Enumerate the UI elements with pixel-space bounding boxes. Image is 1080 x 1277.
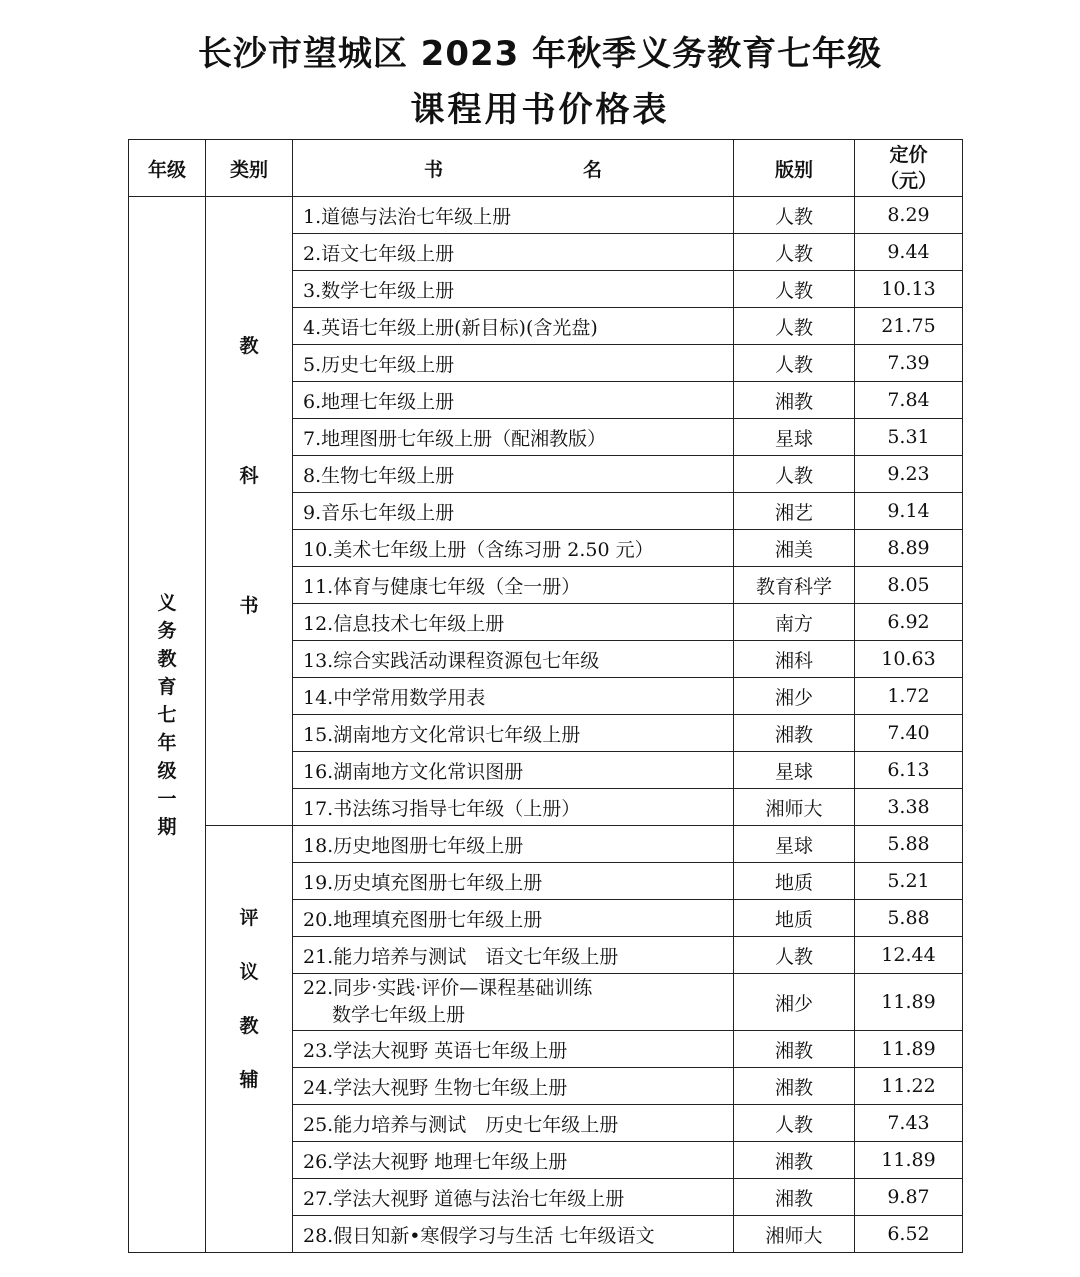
price-cell: 9.44 [855,234,963,271]
grade-char: 义 [157,591,177,614]
edition-cell: 湘艺 [734,493,855,530]
price-cell: 5.21 [855,863,963,900]
price-cell: 5.31 [855,419,963,456]
book-name-line-2: 数学七年级上册 [332,1004,466,1026]
book-name-cell: 23.学法大视野 英语七年级上册 [293,1031,734,1068]
price-cell: 9.87 [855,1179,963,1216]
category-textbooks-cell [206,197,293,826]
price-cell: 8.05 [855,567,963,604]
book-name-cell: 25.能力培养与测试 历史七年级上册 [293,1105,734,1142]
book-name: 22.同步·实践·评价—课程基础训练 [303,977,593,999]
edition-cell: 人教 [734,937,855,974]
edition-cell: 星球 [734,752,855,789]
edition-cell: 湘教 [734,1031,855,1068]
book-name-cell: 7.地理图册七年级上册（配湘教版） [293,419,734,456]
book-name-cell: 9.音乐七年级上册 [293,493,734,530]
grade-char: 年 [157,731,177,754]
table-header-row [129,140,963,197]
price-cell: 10.13 [855,271,963,308]
book-name-cell: 1.道德与法治七年级上册 [293,197,734,234]
price-cell: 6.52 [855,1216,963,1253]
book-name-cell: 6.地理七年级上册 [293,382,734,419]
book-name-cell: 24.学法大视野 生物七年级上册 [293,1068,734,1105]
book-name-cell: 18.历史地图册七年级上册 [293,826,734,863]
edition-cell: 星球 [734,826,855,863]
book-name-cell: 4.英语七年级上册(新目标)(含光盘) [293,308,734,345]
category-aids-cell [206,826,293,1253]
header-price-a: 定价 [889,144,928,166]
edition-cell: 湘科 [734,641,855,678]
price-cell: 11.89 [855,1142,963,1179]
category-char: 科 [239,465,259,487]
edition-cell: 湘美 [734,530,855,567]
price-cell: 8.89 [855,530,963,567]
book-name-cell: 12.信息技术七年级上册 [293,604,734,641]
book-name-cell: 3.数学七年级上册 [293,271,734,308]
edition-cell: 地质 [734,900,855,937]
edition-cell: 湘师大 [734,1216,855,1253]
header-category: 类别 [206,140,293,197]
price-cell: 10.63 [855,641,963,678]
price-cell: 5.88 [855,900,963,937]
header-edition: 版别 [734,140,855,197]
edition-cell: 湘教 [734,1179,855,1216]
book-name-cell: 2.语文七年级上册 [293,234,734,271]
book-name-cell: 19.历史填充图册七年级上册 [293,863,734,900]
price-cell: 12.44 [855,937,963,974]
category-char: 评 [239,907,259,929]
grade-char: 育 [157,675,177,698]
book-name-cell: 20.地理填充图册七年级上册 [293,900,734,937]
header-book-name [293,140,734,197]
category-char: 辅 [239,1069,259,1091]
grade-char: 教 [157,647,177,670]
edition-cell: 教育科学 [734,567,855,604]
price-cell: 11.22 [855,1068,963,1105]
book-name-cell: 5.历史七年级上册 [293,345,734,382]
category-char: 书 [239,595,259,617]
edition-cell: 湘教 [734,1068,855,1105]
book-name-cell: 28.假日知新•寒假学习与生活 七年级语文 [293,1216,734,1253]
grade-char: 七 [157,703,177,726]
price-cell: 7.39 [855,345,963,382]
header-price [855,140,963,197]
price-cell: 6.13 [855,752,963,789]
book-name-cell: 13.综合实践活动课程资源包七年级 [293,641,734,678]
edition-cell: 湘教 [734,715,855,752]
edition-cell: 南方 [734,604,855,641]
header-price-b: （元） [879,170,937,192]
grade-cell [129,197,206,1253]
price-cell: 7.84 [855,382,963,419]
table-row [129,826,963,863]
book-name-cell: 21.能力培养与测试 语文七年级上册 [293,937,734,974]
price-cell: 9.14 [855,493,963,530]
price-cell: 1.72 [855,678,963,715]
edition-cell: 人教 [734,271,855,308]
price-cell: 7.40 [855,715,963,752]
price-cell: 8.29 [855,197,963,234]
book-name-cell: 8.生物七年级上册 [293,456,734,493]
document-title-line-1: 长沙市望城区 2023 年秋季义务教育七年级 [197,34,883,74]
edition-cell: 湘教 [734,1142,855,1179]
category-char: 教 [239,335,259,357]
edition-cell: 人教 [734,456,855,493]
grade-char: 务 [157,619,177,642]
category-char: 议 [239,961,259,983]
price-table [128,139,963,1253]
price-cell: 7.43 [855,1105,963,1142]
book-name-cell: 11.体育与健康七年级（全一册） [293,567,734,604]
price-cell: 9.23 [855,456,963,493]
price-cell: 6.92 [855,604,963,641]
edition-cell: 人教 [734,1105,855,1142]
category-char: 教 [239,1015,259,1037]
edition-cell: 星球 [734,419,855,456]
edition-cell: 人教 [734,308,855,345]
price-cell: 11.89 [855,1031,963,1068]
book-name-cell: 14.中学常用数学用表 [293,678,734,715]
edition-cell: 人教 [734,345,855,382]
edition-cell: 湘少 [734,678,855,715]
book-name-cell: 26.学法大视野 地理七年级上册 [293,1142,734,1179]
edition-cell: 地质 [734,863,855,900]
edition-cell: 湘少 [734,974,855,1031]
book-name-cell: 10.美术七年级上册（含练习册 2.50 元） [293,530,734,567]
price-cell: 21.75 [855,308,963,345]
table-row [129,197,963,234]
book-name-cell: 27.学法大视野 道德与法治七年级上册 [293,1179,734,1216]
edition-cell: 人教 [734,197,855,234]
book-name-cell: 17.书法练习指导七年级（上册） [293,789,734,826]
edition-cell: 湘教 [734,382,855,419]
book-name-cell: 16.湖南地方文化常识图册 [293,752,734,789]
grade-char: 期 [157,815,177,838]
grade-char: 级 [157,759,177,782]
price-cell: 11.89 [855,974,963,1031]
book-name-cell: 15.湖南地方文化常识七年级上册 [293,715,734,752]
price-cell: 5.88 [855,826,963,863]
document-title-line-2: 课程用书价格表 [410,90,670,130]
price-cell: 3.38 [855,789,963,826]
header-grade: 年级 [129,140,206,197]
header-book-name-a: 书 [423,158,443,181]
book-name-cell [293,974,734,1031]
header-book-name-b: 名 [583,158,603,181]
grade-char: 一 [157,787,177,810]
edition-cell: 人教 [734,234,855,271]
edition-cell: 湘师大 [734,789,855,826]
